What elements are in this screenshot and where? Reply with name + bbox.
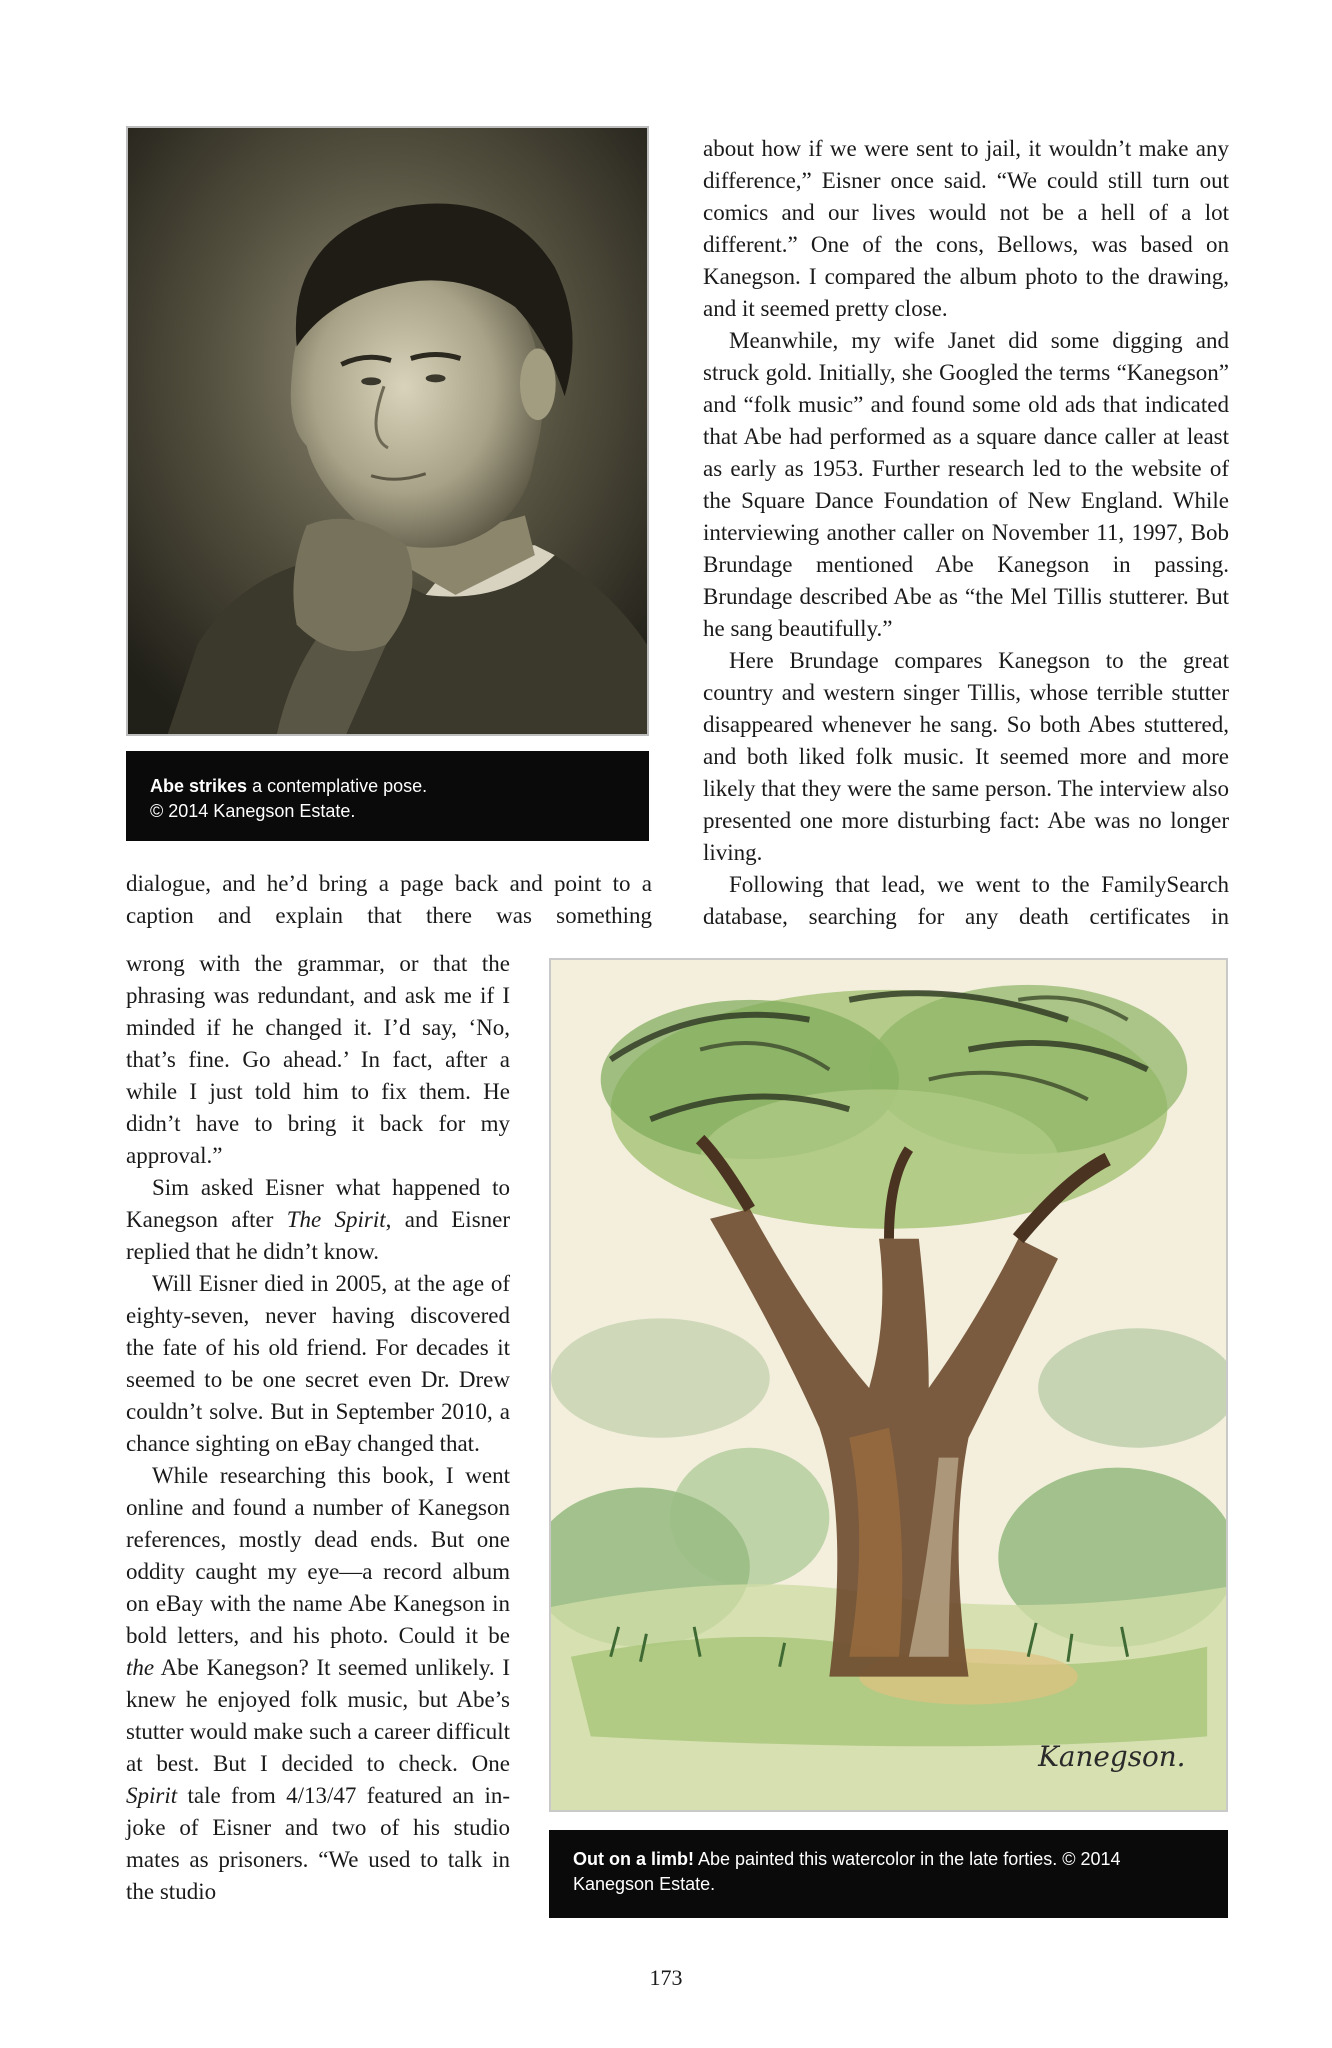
portrait-caption	[126, 751, 649, 841]
watercolor-caption-text: Abe painted this watercolor in the late forties. © 2014 Kanegson Estate.	[573, 1849, 1121, 1894]
p2-title: The Spirit	[286, 1207, 386, 1232]
p4-text-c: tale from 4/13/47 featured an in-joke of Eisner and two of his studio mates as prisoners. “We used to talk in the studio	[126, 1783, 510, 1904]
left-paragraph-2	[126, 1172, 510, 1268]
right-paragraph-2: Meanwhile, my wife Janet did some digging and struck gold. Initially, she Googled the terms “Kanegson” and “folk music” and found some old ads that indicated that Abe had performed as a square dance caller at least as early as 1953. Further research led to the website of the Square Dance Foundation of New England. While interviewing another caller on November 11, 1997, Bob Brundage mentioned Abe Kanegson in passing. Brundage described Abe as “the Mel Tillis stutterer. But he sang beautifully.”	[703, 328, 1229, 641]
right-paragraph-4: Following that lead, we went to the FamilySearch database, searching for any death certificates in	[703, 872, 1229, 929]
watercolor-caption	[549, 1830, 1228, 1918]
left-column-wide	[126, 868, 652, 932]
portrait-caption-credit: © 2014 Kanegson Estate.	[150, 801, 356, 821]
watercolor-signature: Kanegson.	[1038, 1740, 1186, 1774]
portrait-caption-text: a contemplative pose.	[247, 776, 428, 796]
p4-text-a: While researching this book, I went online and found a number of Kanegson references, mostly dead ends. But one oddity caught my eye—a record album on eBay with the name Abe Kanegson in bold letters, and his photo. Could it be	[126, 1463, 510, 1648]
watercolor-painting	[549, 958, 1228, 1812]
portrait-photo	[126, 126, 649, 736]
right-paragraph-1: about how if we were sent to jail, it wouldn’t make any difference,” Eisner once said. “We could still turn out comics and our lives would not be a hell of a lot different.” One of the cons, Bellows, was based on Kanegson. I compared the album photo to the drawing, and it seemed pretty close.	[703, 136, 1229, 321]
portrait-caption-bold: Abe strikes	[150, 776, 248, 796]
p4-text-b: Abe Kanegson? It seemed unlikely. I knew he enjoyed folk music, but Abe’s stutter would make such a career difficult at best. But I decided to check. One	[126, 1655, 510, 1776]
watercolor-caption-bold: Out on a limb!	[573, 1849, 694, 1869]
p2-text-b: , and Eisner replied that he didn’t know.	[126, 1207, 511, 1264]
p4-spirit: Spirit	[126, 1783, 178, 1808]
portrait-illustration	[128, 128, 647, 734]
p4-the: the	[126, 1655, 155, 1680]
left-paragraph-3: Will Eisner died in 2005, at the age of eighty-seven, never having discovered the fate of his old friend. For decades it seemed to be one secret even Dr. Drew couldn’t solve. But in September 2010, a chance sighting on eBay changed that.	[126, 1271, 510, 1456]
left-wide-paragraph: dialogue, and he’d bring a page back and point to a caption and explain that there was something	[126, 871, 652, 928]
page-number: 173	[649, 1965, 683, 1990]
left-column	[126, 948, 510, 1908]
left-paragraph-1: wrong with the grammar, or that the phrasing was redundant, and ask me if I minded if he changed it. I’d say, ‘No, that’s fine. Go ahead.’ In fact, after a while I just told him to fix them. He didn’t have to bring it back for my approval.”	[126, 951, 510, 1168]
p2-text-a: Sim asked Eisner what happened to Kanegson after	[126, 1175, 510, 1232]
right-paragraph-3: Here Brundage compares Kanegson to the great country and western singer Tillis, whose terrible stutter disappeared whenever he sang. So both Abes stuttered, and both liked folk music. It seemed more and more likely that they were the same person. The interview also presented one more disturbing fact: Abe was no longer living.	[703, 648, 1229, 865]
tree-watercolor	[551, 960, 1226, 1810]
left-paragraph-4	[126, 1460, 510, 1908]
right-column	[703, 133, 1229, 933]
